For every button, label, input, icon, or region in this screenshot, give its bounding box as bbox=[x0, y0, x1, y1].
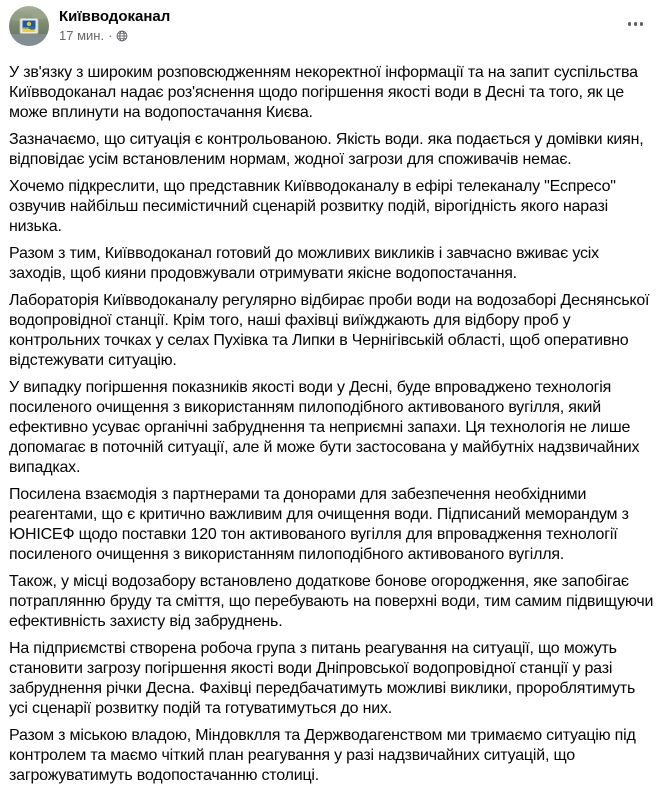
post-paragraph: Посилена взаємодія з партнерами та донорами для забезпечення необхідними реагентами, що є критично важливим для очищення води. Підписаний меморандум з ЮНІСЕФ щодо поставки 120 тон активованого вугілля для впровадження технології посиленого очищення з використанням пилоподібного активованого вугілля. bbox=[9, 486, 629, 563]
post-paragraph: Хочемо підкреслити, що представник Київводоканалу в ефірі телеканалу "Еспресо" озвучив найбільш песимістичний сценарій розвитку подій, вірогідність якого наразі низька. bbox=[9, 178, 616, 235]
post-paragraph: На підприємстві створена робоча група з питань реагування на ситуації, що можуть становити загрозу погіршення якості води Дніпровської водопровідної станції у разі забруднення річки Десна. Фахівці передбачатимуть можливі виклики, пророблятимуть усі сценарії розвитку подій та готуватимуться до них. bbox=[9, 640, 636, 717]
post-paragraph: Лабораторія Київводоканалу регулярно відбирає проби води на водозаборі Деснянської водопровідної станції. Крім того, наші фахівці виїжджають для відбору проб у контрольних точках у селах Пухівка та Липки в Чернігівській області, щоб оперативно відстежувати ситуацію. bbox=[9, 292, 650, 369]
avatar-image bbox=[9, 6, 49, 46]
avatar[interactable] bbox=[9, 6, 49, 46]
page-name[interactable]: Київводоканал bbox=[59, 8, 171, 25]
post-paragraph: Зазначаємо, що ситуація є контрольованою. Якість води. яка подається у домівки киян, відповідає усім встановленим нормам, жодної загрози для споживачів немає. bbox=[9, 131, 644, 168]
post-body bbox=[9, 63, 657, 786]
dot-icon bbox=[628, 22, 632, 26]
privacy-globe-icon bbox=[116, 30, 128, 42]
post-paragraph: Разом з тим, Київводоканал готовий до можливих викликів і завчасно вживає усіх заходів, щоб кияни продовжували отримувати якісне водопостачання. bbox=[9, 245, 599, 282]
dot-icon bbox=[634, 22, 638, 26]
post-paragraph: Також, у місці водозабору встановлено додаткове бонове огородження, яке запобігає потраплянню бруду та сміття, що перебувають на поверхні води, тим самим підвищуючи ефективність захисту від забруднень. bbox=[9, 573, 654, 630]
post-paragraph: У випадку погіршення показників якості води у Десні, буде впроваджено технологія посиленого очищення з використанням пилоподібного активованого вугілля, який ефективно усуває органічні забруднення та неприємні запахи. Ця технологія не лише допомагає в поточній ситуації, але й може бути застосована у майбутніх надзвичайних випадках. bbox=[9, 379, 640, 476]
post-meta bbox=[59, 27, 170, 44]
more-options-button[interactable] bbox=[626, 16, 646, 32]
meta-separator: · bbox=[108, 28, 113, 43]
header-text bbox=[59, 6, 170, 44]
post-header bbox=[9, 6, 657, 48]
post-paragraph: У зв'язку з широким розповсюдженням некоректної інформації та на запит суспільства Київводоканал надає роз'яснення щодо погіршення якості води в Десні та того, як це може вплинути на водопостачання Києва. bbox=[9, 64, 638, 121]
timestamp[interactable]: 17 мин. bbox=[59, 28, 105, 43]
post-paragraph: Разом з міською владою, Міндовклля та Держводагенством ми тримаємо ситуацію під контролем та маємо чіткий план реагування у разі надзвичайних ситуацій, що загрожуватимуть водопостачанню столиці. bbox=[9, 727, 636, 784]
dot-icon bbox=[640, 22, 644, 26]
